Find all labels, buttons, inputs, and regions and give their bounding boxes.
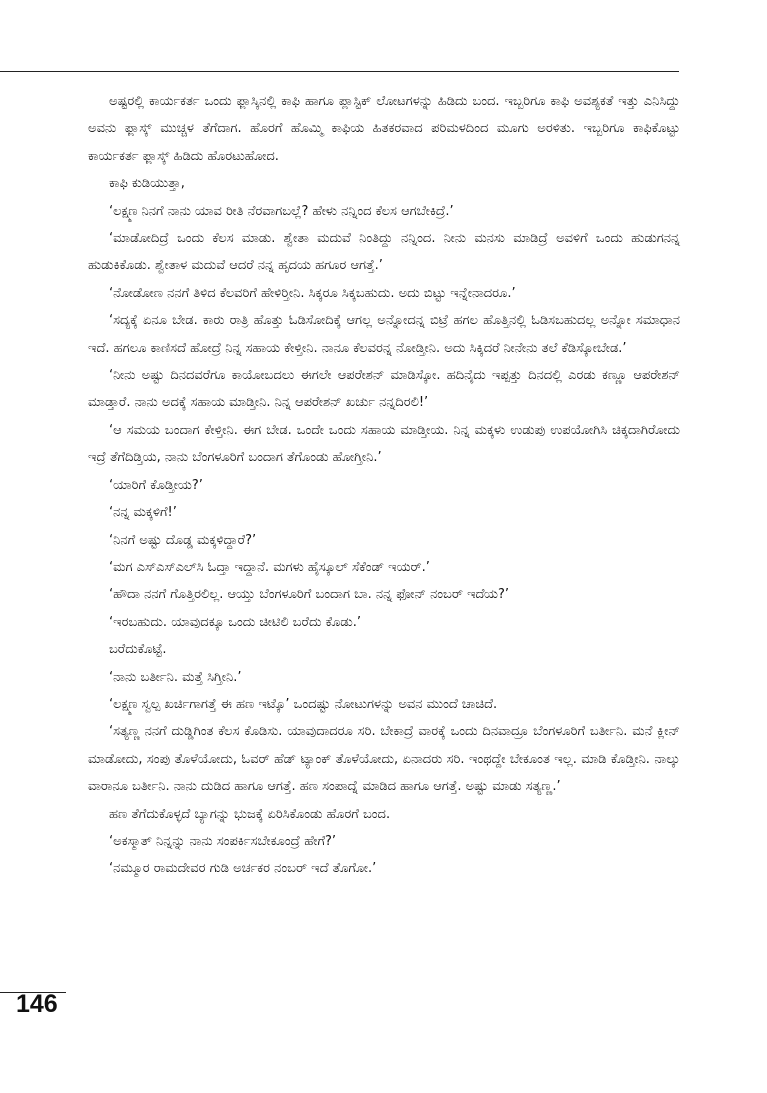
paragraph: ಹಣ ತೆಗೆದುಕೊಳ್ಳದೆ ಬ್ಯಾಗನ್ನು ಭುಜಕ್ಕೆ ಏರಿಸಿಕೊಂಡು ಹೊರಗೆ ಬಂದ. (109, 806, 391, 822)
paragraph: ‘ನನ್ನ ಮಕ್ಕಳಿಗೆ!’ (109, 505, 177, 521)
page-body (88, 88, 680, 883)
paragraph: ‘ಆ ಸಮಯ ಬಂದಾಗ ಕೇಳ್ತೀನಿ. ಈಗ ಬೇಡ. ಒಂದೇ ಒಂದು ಸಹಾಯ ಮಾಡ್ತೀಯ. ನಿನ್ನ ಮಕ್ಕಳು ಉಡುಪು ಉಪಯೋಗಿಸಿ ಚಿಕ್ಕದಾಗಿರೋದು ಇದ್ರೆ ತೆಗೆದಿಡ್ತಿಯ, ನಾನು ಬೆಂಗಳೂರಿಗೆ ಬಂದಾಗ ತೆಗೊಂಡು ಹೋಗ್ತೀನಿ.’ (88, 422, 680, 466)
page-number: 146 (16, 990, 58, 1018)
paragraph: ‘ಇರಬಹುದು. ಯಾವುದಕ್ಕೂ ಒಂದು ಚೀಟಿಲಿ ಬರೆದು ಕೊಡು.’ (109, 614, 361, 630)
paragraph: ‘ಹೌದಾ ನನಗೆ ಗೊತ್ತಿರಲಿಲ್ಲ. ಆಯ್ತು ಬೆಂಗಳೂರಿಗೆ ಬಂದಾಗ ಬಾ. ನನ್ನ ಫೋನ್ ನಂಬರ್ ಇದೆಯ?’ (109, 587, 509, 603)
paragraph: ‘ಯಾರಿಗೆ ಕೊಡ್ತೀಯ?’ (109, 477, 203, 493)
paragraph: ಬರೆದುಕೊಟ್ಟೆ. (109, 642, 167, 658)
paragraph: ‘ನಾನು ಬರ್ತೀನಿ. ಮತ್ತೆ ಸಿಗ್ತೀನಿ.’ (109, 669, 242, 685)
paragraph: ‘ನೀನು ಅಷ್ಟು ದಿನದವರೆಗೂ ಕಾಯೋಬದಲು ಈಗಲೇ ಆಪರೇಶನ್ ಮಾಡಿಸ್ಕೋ. ಹದಿನೈದು ಇಪ್ಪತ್ತು ದಿನದಲ್ಲಿ ಎರಡು ಕಣ್ಣೂ ಆಪರೇಶನ್ ಮಾಡ್ತಾರೆ. ನಾನು ಅದಕ್ಕೆ ಸಹಾಯ ಮಾಡ್ತೀನಿ. ನಿನ್ನ ಆಪರೇಶನ್ ಖರ್ಚು ನನ್ನದಿರಲಿ!’ (88, 368, 680, 411)
paragraph: ‘ಸತ್ಯಣ್ಣ ನನಗೆ ದುಡ್ಡಿಗಿಂತ ಕೆಲಸ ಕೊಡಿಸು. ಯಾವುದಾದರೂ ಸರಿ. ಬೇಕಾದ್ರೆ ವಾರಕ್ಕೆ ಒಂದು ದಿನವಾದ್ರೂ ಬೆಂಗಳೂರಿಗೆ ಬರ್ತೀನಿ. ಮನೆ ಕ್ಲೀನ್ ಮಾಡೋದು, ಸಂಪು ತೊಳೆಯೋದು, ಓವರ್ ಹೆಡ್ ಟ್ಯಾಂಕ್ ತೊಳೆಯೋದು, ಏನಾದರು ಸರಿ. ಇಂಥದ್ದೇ ಬೇಕೂಂತ ಇಲ್ಲ. ಮಾಡಿ ಕೊಡ್ತೀನಿ. ನಾಲ್ಕು ವಾರಾನೂ ಬರ್ತೀನಿ. ನಾನು ದುಡಿದ ಹಾಗೂ ಆಗತ್ತೆ. ಹಣ ಸಂಪಾದ್ನೆ ಮಾಡಿದ ಹಾಗೂ ಆಗತ್ತೆ. ಅಷ್ಟು ಮಾಡು ಸತ್ಯಣ್ಣ.’ (88, 724, 680, 795)
header-rule (0, 71, 679, 72)
paragraph: ಅಷ್ಟರಲ್ಲಿ ಕಾರ್ಯಕರ್ತ ಒಂದು ಫ್ಲಾಸ್ಕಿನಲ್ಲಿ ಕಾಫಿ ಹಾಗೂ ಪ್ಲಾಸ್ಟಿಕ್ ಲೋಟಗಳನ್ನು ಹಿಡಿದು ಬಂದ. ಇಬ್ಬರಿಗೂ ಕಾಫಿ ಅವಶ್ಯಕತೆ ಇತ್ತು ಎನಿಸಿದ್ದು ಅವನು ಫ್ಲಾಸ್ಕ್ ಮುಚ್ಚಳ ತೆಗೆದಾಗ. ಹೊರಗೆ ಹೊಮ್ಮಿ ಕಾಫಿಯ ಹಿತಕರವಾದ ಪರಿಮಳದಿಂದ ಮೂಗು ಅರಳಿತು. ಇಬ್ಬರಿಗೂ ಕಾಫಿಕೊಟ್ಟು ಕಾರ್ಯಕರ್ತ ಫ್ಲಾಸ್ಕ್ ಹಿಡಿದು ಹೊರಟುಹೋದ. (88, 94, 680, 164)
paragraph: ‘ಅಕಸ್ಮಾತ್ ನಿನ್ನನ್ನು ನಾನು ಸಂಪರ್ಕಿಸಬೇಕೂಂದ್ರೆ ಹೇಗೆ?’ (109, 833, 337, 849)
paragraph: ‘ನಿನಗೆ ಅಷ್ಟು ದೊಡ್ಡ ಮಕ್ಕಳಿದ್ದಾರೆ?’ (109, 532, 257, 548)
paragraph: ಕಾಫಿ ಕುಡಿಯುತ್ತಾ, (109, 176, 185, 192)
paragraph: ‘ಸದ್ಯಕ್ಕೆ ಏನೂ ಬೇಡ. ಕಾರು ರಾತ್ರಿ ಹೊತ್ತು ಓಡಿಸೋದಿಕ್ಕೆ ಆಗಲ್ಲ ಅನ್ನೋದನ್ನ ಬಿಟ್ರೆ ಹಗಲ ಹೊತ್ತಿನಲ್ಲಿ ಓಡಿಸಬಹುದಲ್ಲ ಅನ್ನೋ ಸಮಾಧಾನ ಇದೆ. ಹಗಲೂ ಕಾಣಿಸದೆ ಹೋದ್ರೆ ನಿನ್ನ ಸಹಾಯ ಕೇಳ್ತೀನಿ. ನಾನೂ ಕೆಲವರನ್ನ ನೋಡ್ತೀನಿ. ಅದು ಸಿಕ್ಕಿದರೆ ನೀನೇನು ತಲೆ ಕೆಡಿಸ್ಕೋಬೇಡ.’ (88, 313, 680, 356)
paragraph: ‘ಮಾಡೋದಿದ್ರೆ ಒಂದು ಕೆಲಸ ಮಾಡು. ಶ್ವೇತಾ ಮದುವೆ ನಿಂತಿದ್ದು ನನ್ನಿಂದ. ನೀನು ಮನಸು ಮಾಡಿದ್ರೆ ಅವಳಿಗೆ ಒಂದು ಹುಡುಗನನ್ನ ಹುಡುಕಿಕೊಡು. ಶ್ವೇತಾಳ ಮದುವೆ ಆದರೆ ನನ್ನ ಹೃದಯ ಹಗೂರ ಆಗತ್ತೆ.’ (88, 231, 680, 274)
paragraph: ‘ನೋಡೋಣ ನನಗೆ ತಿಳಿದ ಕೆಲವರಿಗೆ ಹೇಳಿರ್‍ತೀನಿ. ಸಿಕ್ಕರೂ ಸಿಕ್ಕಬಹುದು. ಅದು ಬಿಟ್ಟು ಇನ್ನೇನಾದರೂ.’ (109, 285, 516, 301)
paragraph: ‘ಲಕ್ಷ್ಮಣ ಸ್ವಲ್ಪ ಖರ್ಚಿಗಾಗತ್ತೆ ಈ ಹಣ ಇಟ್ಕೊ’ ಒಂದಷ್ಟು ನೋಟುಗಳನ್ನು ಅವನ ಮುಂದೆ ಚಾಚಿದೆ. (109, 696, 498, 712)
paragraph: ‘ನಮ್ಮೂರ ರಾಮದೇವರ ಗುಡಿ ಅರ್ಚಕರ ನಂಬರ್ ಇದೆ ತೊಗೋ.’ (109, 861, 377, 877)
paragraph: ‘ಲಕ್ಷ್ಮಣ ನಿನಗೆ ನಾನು ಯಾವ ರೀತಿ ನೆರವಾಗಬಲ್ಲೆ? ಹೇಳು ನನ್ನಿಂದ ಕೆಲಸ ಆಗಬೇಕಿದ್ರೆ.’ (109, 203, 454, 219)
paragraph: ‘ಮಗ ಎಸ್‌ಎಸ್‌ಎಲ್‌ಸಿ ಓದ್ತಾ ಇದ್ದಾನೆ. ಮಗಳು ಹೈಸ್ಕೂಲ್ ಸೆಕೆಂಡ್ ಇಯರ್.’ (109, 559, 430, 575)
